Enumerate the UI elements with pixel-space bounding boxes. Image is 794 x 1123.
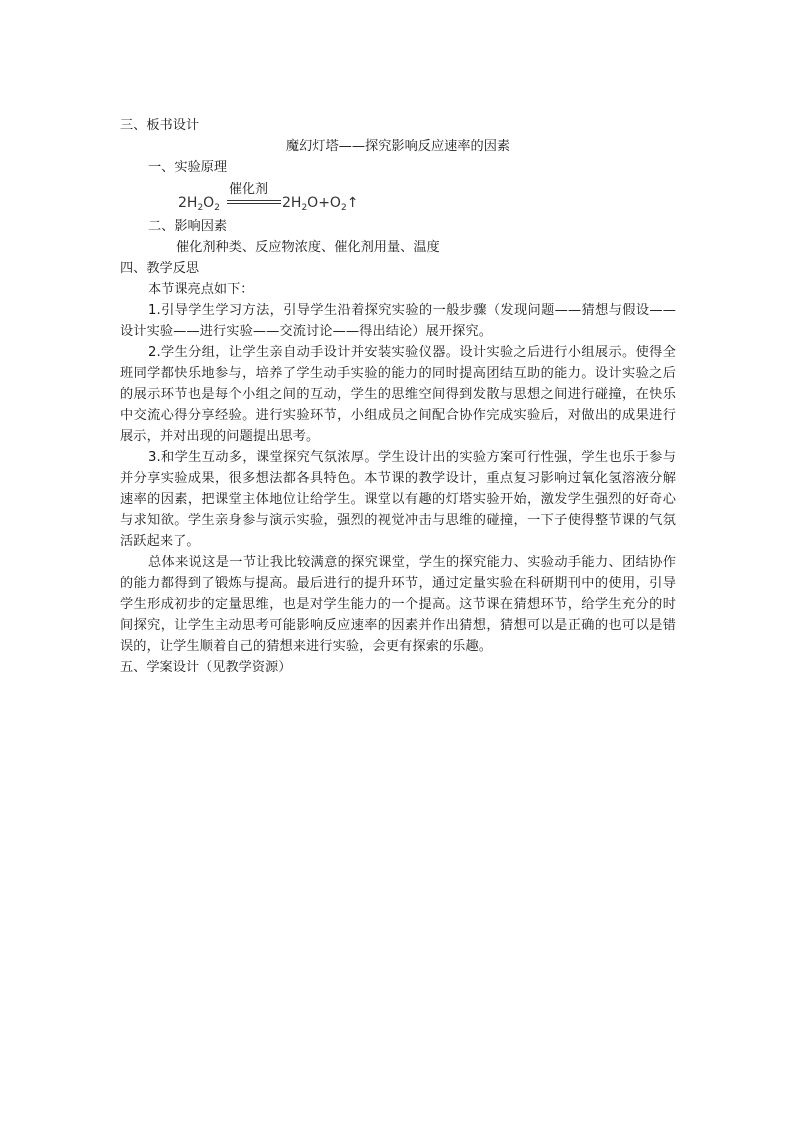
equation-products: $2H_2O+O_2↑$ [282, 195, 359, 213]
chemical-equation [178, 180, 676, 216]
intro-line: 本节课亮点如下： [148, 282, 254, 297]
factors-list: 催化剂种类、反应物浓度、催化剂用量、温度 [176, 240, 440, 255]
catalyst-label: 催化剂 [229, 182, 269, 197]
document-body [120, 115, 676, 678]
board-title: 魔幻灯塔——探究影响反应速率的因素 [285, 139, 511, 154]
section-heading: 四、教学反思 [120, 261, 200, 276]
paragraph: 总体来说这是一节让我比较满意的探究课堂，学生的探究能力、实验动手能力、团结协作的能力都得到了锻炼与提高。最后进行的提升环节，通过定量实验在科研期刊中的使用，引导学生形成初步的定量思维，也是对学生能力的一个提高。这节课在猜想环节，给学生充分的时间探究，让学生主动思考可能影响反应速率的因素并作出猜想，猜想可以是正确的也可以是错误的，让学生顺着自己的猜想来进行实验，会更有探索的乐趣。 [120, 555, 676, 654]
gas-arrow-icon: ↑ [346, 195, 359, 211]
paragraph: 1.引导学生学习方法，引导学生沿着探究实验的一般步骤（发现问题——猜想与假设——设计实验——进行实验——交流讨论——得出结论）展开探究。 [120, 303, 676, 339]
paragraph: 2.学生分组，让学生亲自动手设计并安装实验仪器。设计实验之后进行小组展示。使得全班同学都快乐地参与，培养了学生动手实验的能力的同时提高团结互助的能力。设计实验之后的展示环节也是每个小组之间的互动，学生的思维空间得到发散与思想之间进行碰撞，在快乐中交流心得分享经验。进行实验环节，小组成员之间配合协作完成实验后，对做出的成果进行展示，并对出现的问题提出思考。 [120, 345, 676, 444]
section-heading: 三、板书设计 [120, 118, 200, 133]
subheading: 一、实验原理 [148, 160, 228, 175]
paragraph: 3.和学生互动多，课堂探究气氛浓厚。学生设计出的实验方案可行性强，学生也乐于参与并分享实验成果，很多想法都各具特色。本节课的教学设计，重点复习影响过氧化氢溶液分解速率的因素，把课堂主体地位让给学生。课堂以有趣的灯塔实验开始，激发学生强烈的好奇心与求知欲。学生亲身参与演示实验，强烈的视觉冲击与思维的碰撞，一下子使得整节课的气氛活跃起来了。 [120, 450, 676, 549]
equation-reactant: $2H_2O_2$ [178, 195, 220, 213]
equals-bar-top [227, 200, 281, 201]
equals-bar-bottom [227, 203, 281, 204]
subheading: 二、影响因素 [148, 219, 228, 234]
section-heading: 五、学案设计（见教学资源） [120, 660, 292, 675]
